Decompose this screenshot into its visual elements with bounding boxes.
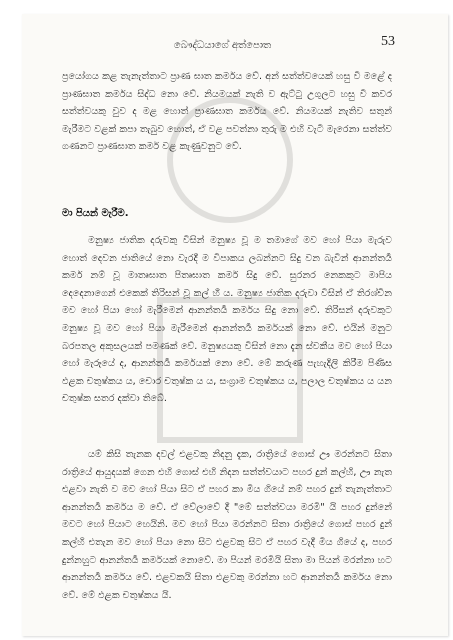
paragraph: මනුෂ්‍ය ජාතික දරුවකු විසින් මනුෂ්‍ය වූ ම තමාගේ මව හෝ පියා මැරුව හොත් දෙවන ජාතියේ නො වැරදී ම විපාකය ලබන්නට සිදු වන බැවින් ආනන්තර්‍ය කර්ම නම් වූ මාතෘඝාත පිතෘඝාත කර්ම සිදු වේ. සුරනර නෙකකුට මාපිය දෙදෙනාගෙන් එකෙක් තිරිසන් වූ කල් හී ය. මනුෂ්‍ය ජාතික දරුවා විසින් ඒ තිරශ්චීන මව හෝ පියා හෝ මැරීමෙන් ආනන්තර්‍ය කර්මය සිදු නො වේ. තිරිසන් දරුවකුට මනුෂ්‍ය වූ මව හෝ පියා මැරීමෙන් ආනන්තර්‍ය කර්මයක් නො වේ. එයින් මනුට බරපතල අකුසලයක් පමණක් වේ. මනුෂ්‍යයකු විසින් නො දැන ස්වකීය මව හෝ පියා හෝ මැරූයේ ද, ආනන්තර්‍ය කර්මයක් නො වේ. මේ කරුණ පැහැදිලි කිරීම පිණිස ඵළක චතුෂ්කය ය, චොර චතුෂ්ක ය ය, සංග්‍රාම චතුෂ්කය ය, පලාල චතුෂ්කය ය යන චතුෂ්ක සතර දක්වා තිබේ.: [62, 235, 392, 405]
page-number: 53: [381, 34, 395, 49]
running-title: බෞද්ධයාගේ අත්පොත: [173, 40, 272, 51]
section-heading: මා පියන් මැරීම.: [62, 208, 129, 219]
paragraph: ප්‍රයෝගය කළ තැනැත්තාට ප්‍රාණ ඝාත කර්මය වේ. අන් සත්ත්වයෙක් හසු වී මළේ ද ප්‍රාණඝාත කර්මය සිද්ධ නො වේ. නියමයක් නැති ව ඇට්ටු උගුලට හසු වී කවර සත්ත්වයකු වුව ද මළ හොත් ප්‍රාණඝාත කර්මය වේ. නියමයක් නැතිව සතුන් මැරීමට වළක් කපා තැබුව හොත්, ඒ වළ පවත්නා තුරු ම එහි වැටී මැරෙනා සත්ත්ව ගණනට ප්‍රාණඝාත කර්ම වළ කැණුවනුට වේ.: [62, 71, 392, 153]
paragraph: යම් කිසි තැනක දවල් එළවකු නිදනු දැක, රාත්‍රියේ ගොස් ඌ මරන්නට සිතා රාත්‍රියේ ආයුදයක් ගෙන එහි ගොස් එහි නිදන සත්ත්වයාට පහර දුන් කල්හි, ඌ නැත එළවා නැති ව මව හෝ පියා සිට ඒ පහර කා මිය ගියේ නම් පහර දුන් තැනැත්තාට ආනන්තර්‍ය කර්මය ම වේ. ඒ වේලාවේ දී "මේ සත්ත්වයා මරමි" යි පහර දුන්නේ මවට හෝ පියාට හෙයිනි. මව හෝ පියා මරන්නට සිතා රාත්‍රියේ ගොස් පහර දුන් කල්හි එතැන මව හෝ පියා නො සිට එළවකු සිට ඒ පහර වැදී මිය ගියේ ද, පහර දුන්නහුට ආනන්තර්‍ය කර්මයක් නොවේ. මා පියන් මරමියි සිතා මා පියන් මරන්නා හට ආනන්තර්‍ය කර්මය වේ. එළවකයි සිතා එළවකු මරන්නා හට ආනන්තර්‍ය කර්මය නො වේ. මේ ඵළක චතුෂ්කය යි.: [62, 449, 392, 601]
